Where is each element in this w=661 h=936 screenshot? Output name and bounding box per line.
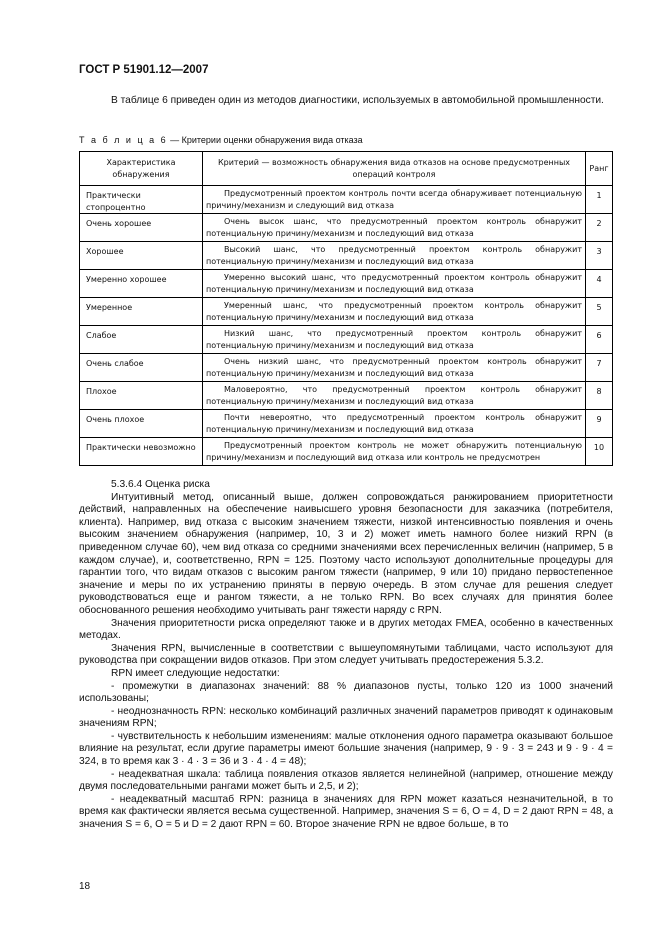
table-row: [80, 242, 613, 270]
detection-characteristic: Слабое: [86, 331, 117, 340]
table-body: [80, 186, 613, 466]
detection-characteristic-cell: [80, 410, 203, 438]
detection-rank: 5: [586, 298, 613, 326]
detection-characteristic: Умеренное: [86, 303, 133, 312]
detection-criterion: Высокий шанс, что предусмотренный проектом контроль обнаружит потенциальную причину/механизм и последующий вид отказа: [203, 242, 586, 270]
document-header: ГОСТ Р 51901.12—2007: [79, 64, 209, 76]
detection-criterion: Низкий шанс, что предусмотренный проектом контроль обнаружит потенциальную причину/механизм и последующий вид отказа: [203, 326, 586, 354]
detection-rank: 4: [586, 270, 613, 298]
list-item: - неадекватный масштаб RPN: разница в значениях для RPN может казаться незначительной, в то время как фактически является весьма существенной. Например, значения S = 6, O = 4, D = 2 дают RPN = 48, а значения S = 6, O = 5 и D = 2 дают RPN = 60. Второе значение RPN не вдвое больше, в то: [79, 793, 613, 831]
table-row: [80, 326, 613, 354]
detection-characteristic: Плохое: [86, 387, 117, 396]
table-row: [80, 438, 613, 466]
detection-characteristic: Практически стопроцентно: [86, 191, 146, 212]
detection-rank: 2: [586, 214, 613, 242]
list-item: - чувствительность к небольшим изменениям: малые отклонения одного параметра оказывают большое влияние на результат, если другие параметры имеют большие значения (например, 9 · 9 · 3 = 243 и 9 · 9 · 4 = 324, в то время как 3 · 4 · 3 = 36 и 3 · 4 · 4 = 48);: [79, 730, 613, 768]
detection-rank: 10: [586, 438, 613, 466]
paragraph: Значения приоритетности риска определяют также и в других методах FMEA, особенно в качественных методах.: [79, 617, 613, 642]
detection-rank: 9: [586, 410, 613, 438]
table-row: [80, 270, 613, 298]
paragraph: Значения RPN, вычисленные в соответствии с вышеупомянутыми таблицами, часто используют для руководства при сокращении видов отказов. При этом следует учитывать предостережения 5.3.2.: [79, 642, 613, 667]
detection-characteristic: Хорошее: [86, 247, 124, 256]
detection-criterion: Умеренно высокий шанс, что предусмотренный проектом контроль обнаружит потенциальную причину/механизм и последующий вид отказа: [203, 270, 586, 298]
detection-characteristic: Очень плохое: [86, 415, 145, 424]
detection-criterion: Очень высок шанс, что предусмотренный проектом контроль обнаружит потенциальную причину/механизм и последующий вид отказа: [203, 214, 586, 242]
section-title: 5.3.6.4 Оценка риска: [111, 479, 210, 490]
paragraph: RPN имеет следующие недостатки:: [111, 667, 280, 679]
paragraph: Интуитивный метод, описанный выше, должен сопровождаться ранжированием приоритетности действий, направленных на обеспечение наивысшего уровня безопасности для заказчика (потребителя, клиента). Например, вид отказа с высоким значением тяжести, низкой интенсивностью появления и очень высоким значением обнаружения (например, 10, 3 и 2) может иметь намного более низкий RPN (в приведенном случае 60), чем вид отказа со средними значениями всех перечисленных величин (например, 5 в каждом случае), и, соответственно, RPN = 125. Поэтому часто используют дополнительные процедуры для гарантии того, что видам отказов с высоким рангом тяжести (например, 9 или 10) придано первостепенное значение и меры по их устранению приняты в первую очередь. В этом случае для решения следует руководствоваться еще и рангом тяжести, а не только RPN. Во всех случаях для принятия более обоснованного решения необходимо учитывать ранг тяжести наряду с RPN.: [79, 491, 613, 616]
detection-characteristic: Очень слабое: [86, 359, 144, 368]
detection-characteristic-cell: [80, 438, 203, 466]
header-criterion: Критерий — возможность обнаружения вида отказов на основе предусмотренных операций контроля: [203, 152, 586, 186]
detection-characteristic-cell: [80, 382, 203, 410]
detection-characteristic-cell: [80, 326, 203, 354]
header-characteristic: Характеристика обнаружения: [80, 152, 203, 186]
intro-paragraph: В таблице 6 приведен один из методов диагностики, используемых в автомобильной промышленности.: [111, 95, 604, 106]
risk-assessment-section: [79, 479, 613, 832]
detection-criterion: Предусмотренный проектом контроль почти всегда обнаруживает потенциальную причину/механизм и следующий вид отказа: [203, 186, 586, 214]
detection-characteristic: Умеренно хорошее: [86, 275, 167, 284]
detection-characteristic-cell: [80, 354, 203, 382]
detection-characteristic-cell: [80, 214, 203, 242]
detection-criterion: Очень низкий шанс, что предусмотренный проектом контроль обнаружит потенциальную причину/механизм и последующий вид отказа: [203, 354, 586, 382]
detection-rank: 1: [586, 186, 613, 214]
list-item: - промежутки в диапазонах значений: 88 % диапазонов пусты, только 120 из 1000 значений использованы;: [79, 680, 613, 705]
page-number: 18: [79, 881, 91, 892]
detection-criterion: Почти невероятно, что предусмотренный проектом контроль обнаружит потенциальную причину/механизм и последующий вид отказа: [203, 410, 586, 438]
detection-characteristic-cell: [80, 186, 203, 214]
detection-characteristic-cell: [80, 270, 203, 298]
table-row: [80, 186, 613, 214]
detection-rank: 6: [586, 326, 613, 354]
table-row: [80, 354, 613, 382]
detection-characteristic-cell: [80, 242, 203, 270]
table-caption: [79, 135, 363, 145]
header-rank: Ранг: [586, 152, 613, 186]
table-header-row: [80, 152, 613, 186]
detection-characteristic-cell: [80, 298, 203, 326]
detection-criterion: Предусмотренный проектом контроль не может обнаружить потенциальную причину/механизм и последующий вид отказа или контроль не предусмотрен: [203, 438, 586, 466]
table-caption-text: — Критерии оценки обнаружения вида отказа: [167, 135, 363, 145]
detection-rank: 7: [586, 354, 613, 382]
table-row: [80, 410, 613, 438]
detection-criteria-table: [79, 151, 613, 466]
table-row: [80, 382, 613, 410]
list-item: - неадекватная шкала: таблица появления отказов является нелинейной (например, отношение между двумя последовательными рангами может быть и 2,5, и 2);: [79, 768, 613, 793]
detection-criterion: Умеренный шанс, что предусмотренный проектом контроль обнаружит потенциальную причину/механизм и последующий вид отказа: [203, 298, 586, 326]
detection-characteristic: Практически невозможно: [86, 443, 196, 452]
detection-rank: 8: [586, 382, 613, 410]
list-item: - неоднозначность RPN: несколько комбинаций различных значений параметров приводят к одинаковым значениям RPN;: [79, 705, 613, 730]
table-row: [80, 214, 613, 242]
table-caption-label: Т а б л и ц а 6: [79, 135, 168, 145]
detection-characteristic: Очень хорошее: [86, 219, 152, 228]
table-row: [80, 298, 613, 326]
detection-criterion: Маловероятно, что предусмотренный проектом контроль обнаружит потенциальную причину/механизм и последующий вид отказа: [203, 382, 586, 410]
detection-rank: 3: [586, 242, 613, 270]
